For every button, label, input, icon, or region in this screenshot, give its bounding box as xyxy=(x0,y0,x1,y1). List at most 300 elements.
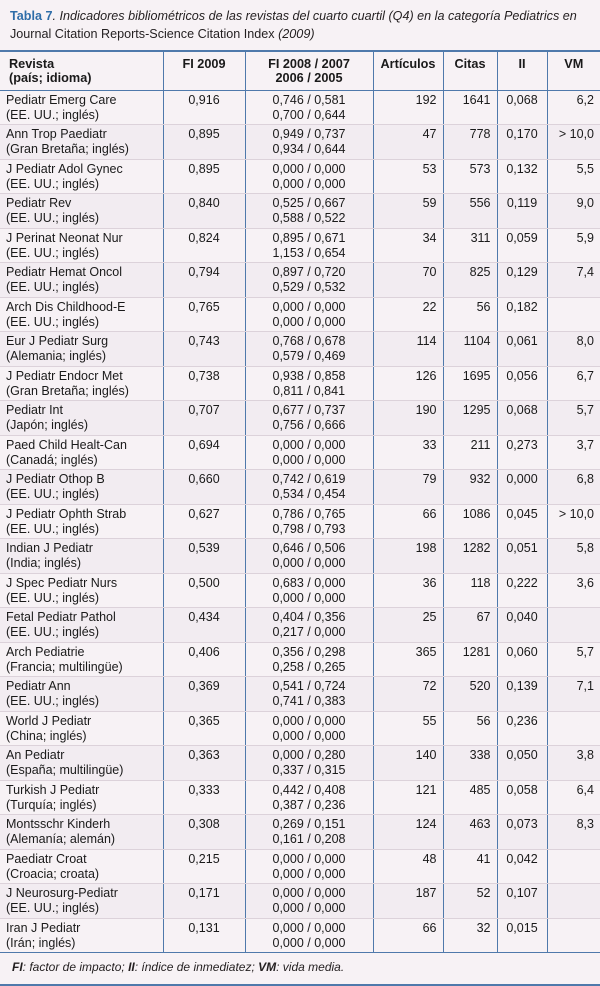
cell-articulos: 121 xyxy=(373,780,443,815)
cell-articulos: 192 xyxy=(373,90,443,125)
cell-ii: 0,058 xyxy=(497,780,547,815)
cell-ii: 0,222 xyxy=(497,573,547,608)
fi-2006-2005: 0,588 / 0,522 xyxy=(272,211,346,226)
fi-2006-2005: 0,258 / 0,265 xyxy=(272,659,346,674)
cell-revista xyxy=(0,401,163,436)
journal-name: Paediatr Croat xyxy=(6,851,87,866)
journal-origin: (India; inglés) xyxy=(6,556,82,571)
cell-articulos: 34 xyxy=(373,228,443,263)
cell-citas: 778 xyxy=(443,125,497,160)
fi-2006-2005: 0,811 / 0,841 xyxy=(272,383,346,398)
journal-name: Paed Child Healt-Can xyxy=(6,437,127,452)
cell-revista xyxy=(0,642,163,677)
cell-articulos: 124 xyxy=(373,815,443,850)
cell-citas: 1104 xyxy=(443,332,497,367)
fi-2008-2007: 0,786 / 0,765 xyxy=(272,506,346,521)
cell-citas: 520 xyxy=(443,677,497,712)
fi-2008-2007: 0,938 / 0,858 xyxy=(272,368,346,383)
cell-citas: 67 xyxy=(443,608,497,643)
cell-fi-historic xyxy=(245,711,373,746)
cell-citas: 463 xyxy=(443,815,497,850)
fi-2008-2007: 0,683 / 0,000 xyxy=(272,575,346,590)
cell-articulos: 36 xyxy=(373,573,443,608)
cell-fi-historic xyxy=(245,746,373,781)
cell-fi2009: 0,434 xyxy=(163,608,245,643)
cell-fi2009: 0,369 xyxy=(163,677,245,712)
cell-citas: 56 xyxy=(443,711,497,746)
cell-vm: 3,7 xyxy=(547,435,600,470)
cell-citas: 211 xyxy=(443,435,497,470)
fi-2008-2007: 0,356 / 0,298 xyxy=(272,644,346,659)
cell-fi2009: 0,365 xyxy=(163,711,245,746)
cell-fi-historic xyxy=(245,849,373,884)
cell-articulos: 365 xyxy=(373,642,443,677)
table-row xyxy=(0,90,600,125)
journal-name: Iran J Pediatr xyxy=(6,920,81,935)
fi-2006-2005: 0,000 / 0,000 xyxy=(272,728,346,743)
cell-fi2009: 0,500 xyxy=(163,573,245,608)
cell-fi-historic xyxy=(245,159,373,194)
cell-citas: 118 xyxy=(443,573,497,608)
journal-origin: (Gran Bretaña; inglés) xyxy=(6,142,129,157)
column-header-citas-line1: Citas xyxy=(454,56,486,71)
cell-citas: 41 xyxy=(443,849,497,884)
fi-2008-2007: 0,000 / 0,000 xyxy=(272,437,346,452)
journal-origin: (Croacia; croata) xyxy=(6,866,100,881)
cell-citas: 52 xyxy=(443,884,497,919)
cell-vm xyxy=(547,297,600,332)
cell-revista xyxy=(0,608,163,643)
cell-fi2009: 0,171 xyxy=(163,884,245,919)
header-row xyxy=(0,51,600,91)
cell-vm xyxy=(547,884,600,919)
cell-revista xyxy=(0,332,163,367)
table-header xyxy=(0,51,600,91)
fi-2008-2007: 0,949 / 0,737 xyxy=(272,127,346,142)
cell-vm: 6,2 xyxy=(547,90,600,125)
fi-2006-2005: 0,000 / 0,000 xyxy=(272,556,346,571)
cell-vm: 8,3 xyxy=(547,815,600,850)
fi-2006-2005: 0,579 / 0,469 xyxy=(272,349,346,364)
fi-2006-2005: 0,529 / 0,532 xyxy=(272,280,346,295)
table-row xyxy=(0,746,600,781)
table-body xyxy=(0,90,600,953)
cell-ii: 0,050 xyxy=(497,746,547,781)
cell-ii: 0,040 xyxy=(497,608,547,643)
column-header-citas xyxy=(443,51,497,91)
journal-name: Indian J Pediatr xyxy=(6,541,93,556)
table-row xyxy=(0,573,600,608)
table-footnote xyxy=(0,953,600,986)
cell-fi2009: 0,707 xyxy=(163,401,245,436)
footnote-vm-text: : vida media. xyxy=(276,960,345,975)
cell-vm xyxy=(547,608,600,643)
journal-origin: (EE. UU.; inglés) xyxy=(6,521,100,536)
table-row xyxy=(0,711,600,746)
cell-articulos: 33 xyxy=(373,435,443,470)
cell-vm: 7,4 xyxy=(547,263,600,298)
journal-name: Arch Dis Childhood-E xyxy=(6,299,126,314)
fi-2006-2005: 0,337 / 0,315 xyxy=(272,763,346,778)
journal-name: Pediatr Rev xyxy=(6,196,72,211)
cell-revista xyxy=(0,263,163,298)
cell-vm: 3,8 xyxy=(547,746,600,781)
cell-fi-historic xyxy=(245,194,373,229)
table-row xyxy=(0,918,600,953)
journal-origin: (Alemanía; alemán) xyxy=(6,832,116,847)
column-header-vm-line1: VM xyxy=(564,56,584,71)
journal-name: J Neurosurg-Pediatr xyxy=(6,886,118,901)
cell-fi-historic xyxy=(245,435,373,470)
table-row xyxy=(0,401,600,436)
cell-articulos: 126 xyxy=(373,366,443,401)
cell-fi2009: 0,765 xyxy=(163,297,245,332)
table-row xyxy=(0,677,600,712)
cell-citas: 485 xyxy=(443,780,497,815)
cell-fi-historic xyxy=(245,504,373,539)
cell-vm: 9,0 xyxy=(547,194,600,229)
bibliometric-indicators-table xyxy=(0,50,600,954)
cell-citas: 338 xyxy=(443,746,497,781)
table-row xyxy=(0,366,600,401)
fi-2008-2007: 0,897 / 0,720 xyxy=(272,265,346,280)
cell-articulos: 22 xyxy=(373,297,443,332)
column-header-fi2009 xyxy=(163,51,245,91)
journal-origin: (Canadá; inglés) xyxy=(6,452,98,467)
column-header-vm xyxy=(547,51,600,91)
table-row xyxy=(0,780,600,815)
cell-articulos: 140 xyxy=(373,746,443,781)
cell-fi-historic xyxy=(245,263,373,298)
journal-origin: (EE. UU.; inglés) xyxy=(6,176,100,191)
column-header-fi-historic-line2: 2006 / 2005 xyxy=(275,70,343,85)
cell-ii: 0,236 xyxy=(497,711,547,746)
caption-journal-name: Journal Citation Reports-Science Citation Index xyxy=(10,27,275,42)
journal-name: J Pediatr Othop B xyxy=(6,472,105,487)
column-header-ii-line1: II xyxy=(518,56,526,71)
cell-fi-historic xyxy=(245,228,373,263)
fi-2006-2005: 0,000 / 0,000 xyxy=(272,590,346,605)
fi-2006-2005: 0,700 / 0,644 xyxy=(272,107,346,122)
fi-2008-2007: 0,442 / 0,408 xyxy=(272,782,346,797)
cell-fi-historic xyxy=(245,125,373,160)
cell-ii: 0,132 xyxy=(497,159,547,194)
cell-revista xyxy=(0,815,163,850)
column-header-revista-line2: (país; idioma) xyxy=(9,70,92,85)
journal-name: Ann Trop Paediatr xyxy=(6,127,107,142)
journal-name: Arch Pediatrie xyxy=(6,644,85,659)
cell-fi-historic xyxy=(245,608,373,643)
fi-2006-2005: 0,000 / 0,000 xyxy=(272,866,346,881)
fi-2008-2007: 0,404 / 0,356 xyxy=(272,610,346,625)
cell-citas: 1282 xyxy=(443,539,497,574)
cell-ii: 0,056 xyxy=(497,366,547,401)
cell-citas: 1695 xyxy=(443,366,497,401)
cell-ii: 0,059 xyxy=(497,228,547,263)
footnote-fi-abbr: FI xyxy=(12,960,23,975)
cell-vm: 5,5 xyxy=(547,159,600,194)
cell-fi-historic xyxy=(245,90,373,125)
journal-origin: (China; inglés) xyxy=(6,728,87,743)
caption-text-part1: Indicadores bibliométricos de las revistas del cuarto cuartil (Q4) en la categoría Pediatrics en xyxy=(59,9,577,23)
cell-revista xyxy=(0,539,163,574)
table-row xyxy=(0,884,600,919)
cell-fi2009: 0,743 xyxy=(163,332,245,367)
cell-ii: 0,068 xyxy=(497,401,547,436)
cell-fi-historic xyxy=(245,401,373,436)
footnote-fi-text: : factor de impacto; xyxy=(22,960,129,975)
cell-vm: > 10,0 xyxy=(547,125,600,160)
fi-2006-2005: 0,756 / 0,666 xyxy=(272,418,346,433)
cell-articulos: 47 xyxy=(373,125,443,160)
fi-2006-2005: 0,161 / 0,208 xyxy=(272,832,346,847)
cell-fi2009: 0,539 xyxy=(163,539,245,574)
cell-vm: 6,4 xyxy=(547,780,600,815)
cell-fi-historic xyxy=(245,297,373,332)
table-row xyxy=(0,849,600,884)
cell-fi2009: 0,824 xyxy=(163,228,245,263)
cell-articulos: 25 xyxy=(373,608,443,643)
fi-2006-2005: 0,798 / 0,793 xyxy=(272,521,346,536)
journal-origin: (EE. UU.; inglés) xyxy=(6,590,100,605)
journal-name: J Perinat Neonat Nur xyxy=(6,230,123,245)
cell-articulos: 55 xyxy=(373,711,443,746)
journal-name: Pediatr Hemat Oncol xyxy=(6,265,123,280)
cell-articulos: 70 xyxy=(373,263,443,298)
journal-origin: (EE. UU.; inglés) xyxy=(6,625,100,640)
cell-vm xyxy=(547,711,600,746)
cell-ii: 0,042 xyxy=(497,849,547,884)
journal-origin: (Irán; inglés) xyxy=(6,935,76,950)
table-row xyxy=(0,332,600,367)
cell-vm: 5,7 xyxy=(547,401,600,436)
fi-2008-2007: 0,000 / 0,000 xyxy=(272,886,346,901)
cell-vm: 3,6 xyxy=(547,573,600,608)
fi-2006-2005: 0,741 / 0,383 xyxy=(272,694,346,709)
cell-citas: 1281 xyxy=(443,642,497,677)
cell-fi2009: 0,738 xyxy=(163,366,245,401)
cell-revista xyxy=(0,780,163,815)
journal-origin: (Turquía; inglés) xyxy=(6,797,97,812)
cell-revista xyxy=(0,297,163,332)
fi-2006-2005: 0,000 / 0,000 xyxy=(272,935,346,950)
column-header-revista-line1: Revista xyxy=(9,56,55,71)
table-row xyxy=(0,194,600,229)
journal-name: Turkish J Pediatr xyxy=(6,782,100,797)
fi-2008-2007: 0,746 / 0,581 xyxy=(272,92,346,107)
cell-fi2009: 0,406 xyxy=(163,642,245,677)
cell-vm: 5,9 xyxy=(547,228,600,263)
footnote-ii-text: : índice de inmediatez; xyxy=(134,960,259,975)
cell-ii: 0,107 xyxy=(497,884,547,919)
fi-2008-2007: 0,525 / 0,667 xyxy=(272,196,346,211)
cell-revista xyxy=(0,228,163,263)
cell-revista xyxy=(0,504,163,539)
cell-ii: 0,170 xyxy=(497,125,547,160)
cell-articulos: 48 xyxy=(373,849,443,884)
journal-name: Montsschr Kinderh xyxy=(6,817,111,832)
journal-origin: (EE. UU.; inglés) xyxy=(6,280,100,295)
caption-separator: . xyxy=(52,9,60,23)
cell-fi-historic xyxy=(245,573,373,608)
caption-text-part2: (2009) xyxy=(274,27,315,42)
table-row xyxy=(0,608,600,643)
cell-citas: 573 xyxy=(443,159,497,194)
cell-revista xyxy=(0,711,163,746)
fi-2008-2007: 0,895 / 0,671 xyxy=(272,230,346,245)
table-row xyxy=(0,539,600,574)
cell-revista xyxy=(0,194,163,229)
cell-fi-historic xyxy=(245,918,373,953)
cell-citas: 311 xyxy=(443,228,497,263)
cell-citas: 56 xyxy=(443,297,497,332)
cell-ii: 0,060 xyxy=(497,642,547,677)
cell-fi-historic xyxy=(245,642,373,677)
cell-citas: 556 xyxy=(443,194,497,229)
cell-vm: 8,0 xyxy=(547,332,600,367)
column-header-articulos-line1: Artículos xyxy=(380,56,436,71)
cell-revista xyxy=(0,125,163,160)
table-row xyxy=(0,642,600,677)
cell-fi2009: 0,131 xyxy=(163,918,245,953)
journal-name: J Pediatr Adol Gynec xyxy=(6,161,123,176)
journal-origin: (EE. UU.; inglés) xyxy=(6,314,100,329)
cell-ii: 0,182 xyxy=(497,297,547,332)
cell-ii: 0,051 xyxy=(497,539,547,574)
journal-origin: (EE. UU.; inglés) xyxy=(6,245,100,260)
cell-fi-historic xyxy=(245,780,373,815)
fi-2008-2007: 0,000 / 0,000 xyxy=(272,713,346,728)
cell-revista xyxy=(0,435,163,470)
cell-articulos: 190 xyxy=(373,401,443,436)
cell-revista xyxy=(0,470,163,505)
cell-revista xyxy=(0,90,163,125)
cell-ii: 0,045 xyxy=(497,504,547,539)
fi-2008-2007: 0,541 / 0,724 xyxy=(272,679,346,694)
fi-2008-2007: 0,677 / 0,737 xyxy=(272,403,346,418)
cell-fi-historic xyxy=(245,677,373,712)
fi-2006-2005: 0,000 / 0,000 xyxy=(272,314,346,329)
cell-fi-historic xyxy=(245,470,373,505)
cell-fi2009: 0,840 xyxy=(163,194,245,229)
journal-name: Eur J Pediatr Surg xyxy=(6,334,109,349)
cell-vm: 5,8 xyxy=(547,539,600,574)
column-header-fi-historic xyxy=(245,51,373,91)
cell-articulos: 187 xyxy=(373,884,443,919)
fi-2006-2005: 1,153 / 0,654 xyxy=(272,245,346,260)
cell-fi-historic xyxy=(245,539,373,574)
cell-articulos: 72 xyxy=(373,677,443,712)
fi-2008-2007: 0,742 / 0,619 xyxy=(272,472,346,487)
table-row xyxy=(0,159,600,194)
table-row xyxy=(0,435,600,470)
fi-2008-2007: 0,000 / 0,280 xyxy=(272,748,346,763)
table-row xyxy=(0,815,600,850)
journal-origin: (EE. UU.; inglés) xyxy=(6,694,100,709)
journal-name: Pediatr Int xyxy=(6,403,63,418)
cell-vm: 6,8 xyxy=(547,470,600,505)
table-caption xyxy=(0,0,600,50)
cell-ii: 0,129 xyxy=(497,263,547,298)
table-row xyxy=(0,263,600,298)
fi-2006-2005: 0,000 / 0,000 xyxy=(272,901,346,916)
fi-2008-2007: 0,646 / 0,506 xyxy=(272,541,346,556)
cell-fi2009: 0,627 xyxy=(163,504,245,539)
journal-origin: (EE. UU.; inglés) xyxy=(6,107,100,122)
fi-2006-2005: 0,000 / 0,000 xyxy=(272,452,346,467)
journal-origin: (Japón; inglés) xyxy=(6,418,88,433)
fi-2008-2007: 0,000 / 0,000 xyxy=(272,851,346,866)
cell-articulos: 53 xyxy=(373,159,443,194)
cell-revista xyxy=(0,918,163,953)
cell-vm: 7,1 xyxy=(547,677,600,712)
table-row xyxy=(0,125,600,160)
cell-revista xyxy=(0,573,163,608)
cell-ii: 0,073 xyxy=(497,815,547,850)
journal-origin: (EE. UU.; inglés) xyxy=(6,211,100,226)
cell-fi2009: 0,363 xyxy=(163,746,245,781)
cell-citas: 825 xyxy=(443,263,497,298)
cell-ii: 0,139 xyxy=(497,677,547,712)
table-row xyxy=(0,504,600,539)
cell-articulos: 198 xyxy=(373,539,443,574)
cell-ii: 0,000 xyxy=(497,470,547,505)
cell-fi2009: 0,916 xyxy=(163,90,245,125)
cell-fi2009: 0,215 xyxy=(163,849,245,884)
fi-2008-2007: 0,000 / 0,000 xyxy=(272,299,346,314)
fi-2008-2007: 0,000 / 0,000 xyxy=(272,920,346,935)
cell-revista xyxy=(0,849,163,884)
cell-revista xyxy=(0,884,163,919)
cell-articulos: 114 xyxy=(373,332,443,367)
journal-origin: (Alemania; inglés) xyxy=(6,349,107,364)
cell-citas: 1641 xyxy=(443,90,497,125)
table-row xyxy=(0,297,600,332)
cell-fi2009: 0,308 xyxy=(163,815,245,850)
journal-name: Pediatr Ann xyxy=(6,679,71,694)
fi-2006-2005: 0,534 / 0,454 xyxy=(272,487,346,502)
cell-revista xyxy=(0,677,163,712)
table-number: Tabla 7 xyxy=(10,9,53,23)
cell-revista xyxy=(0,746,163,781)
cell-fi-historic xyxy=(245,884,373,919)
cell-vm xyxy=(547,849,600,884)
fi-2006-2005: 0,000 / 0,000 xyxy=(272,176,346,191)
cell-fi-historic xyxy=(245,366,373,401)
column-header-fi-historic-line1: FI 2008 / 2007 xyxy=(268,56,350,71)
cell-fi2009: 0,660 xyxy=(163,470,245,505)
journal-name: An Pediatr xyxy=(6,748,65,763)
fi-2008-2007: 0,000 / 0,000 xyxy=(272,161,346,176)
column-header-ii xyxy=(497,51,547,91)
cell-citas: 1086 xyxy=(443,504,497,539)
cell-citas: 32 xyxy=(443,918,497,953)
footnote-vm-abbr: VM xyxy=(258,960,277,975)
journal-origin: (España; multilingüe) xyxy=(6,763,124,778)
fi-2006-2005: 0,217 / 0,000 xyxy=(272,625,346,640)
cell-fi2009: 0,895 xyxy=(163,159,245,194)
table-row xyxy=(0,228,600,263)
cell-articulos: 59 xyxy=(373,194,443,229)
cell-ii: 0,273 xyxy=(497,435,547,470)
cell-fi-historic xyxy=(245,332,373,367)
cell-ii: 0,015 xyxy=(497,918,547,953)
cell-fi2009: 0,895 xyxy=(163,125,245,160)
journal-name: Fetal Pediatr Pathol xyxy=(6,610,116,625)
cell-fi2009: 0,694 xyxy=(163,435,245,470)
cell-vm: 5,7 xyxy=(547,642,600,677)
table-row xyxy=(0,470,600,505)
